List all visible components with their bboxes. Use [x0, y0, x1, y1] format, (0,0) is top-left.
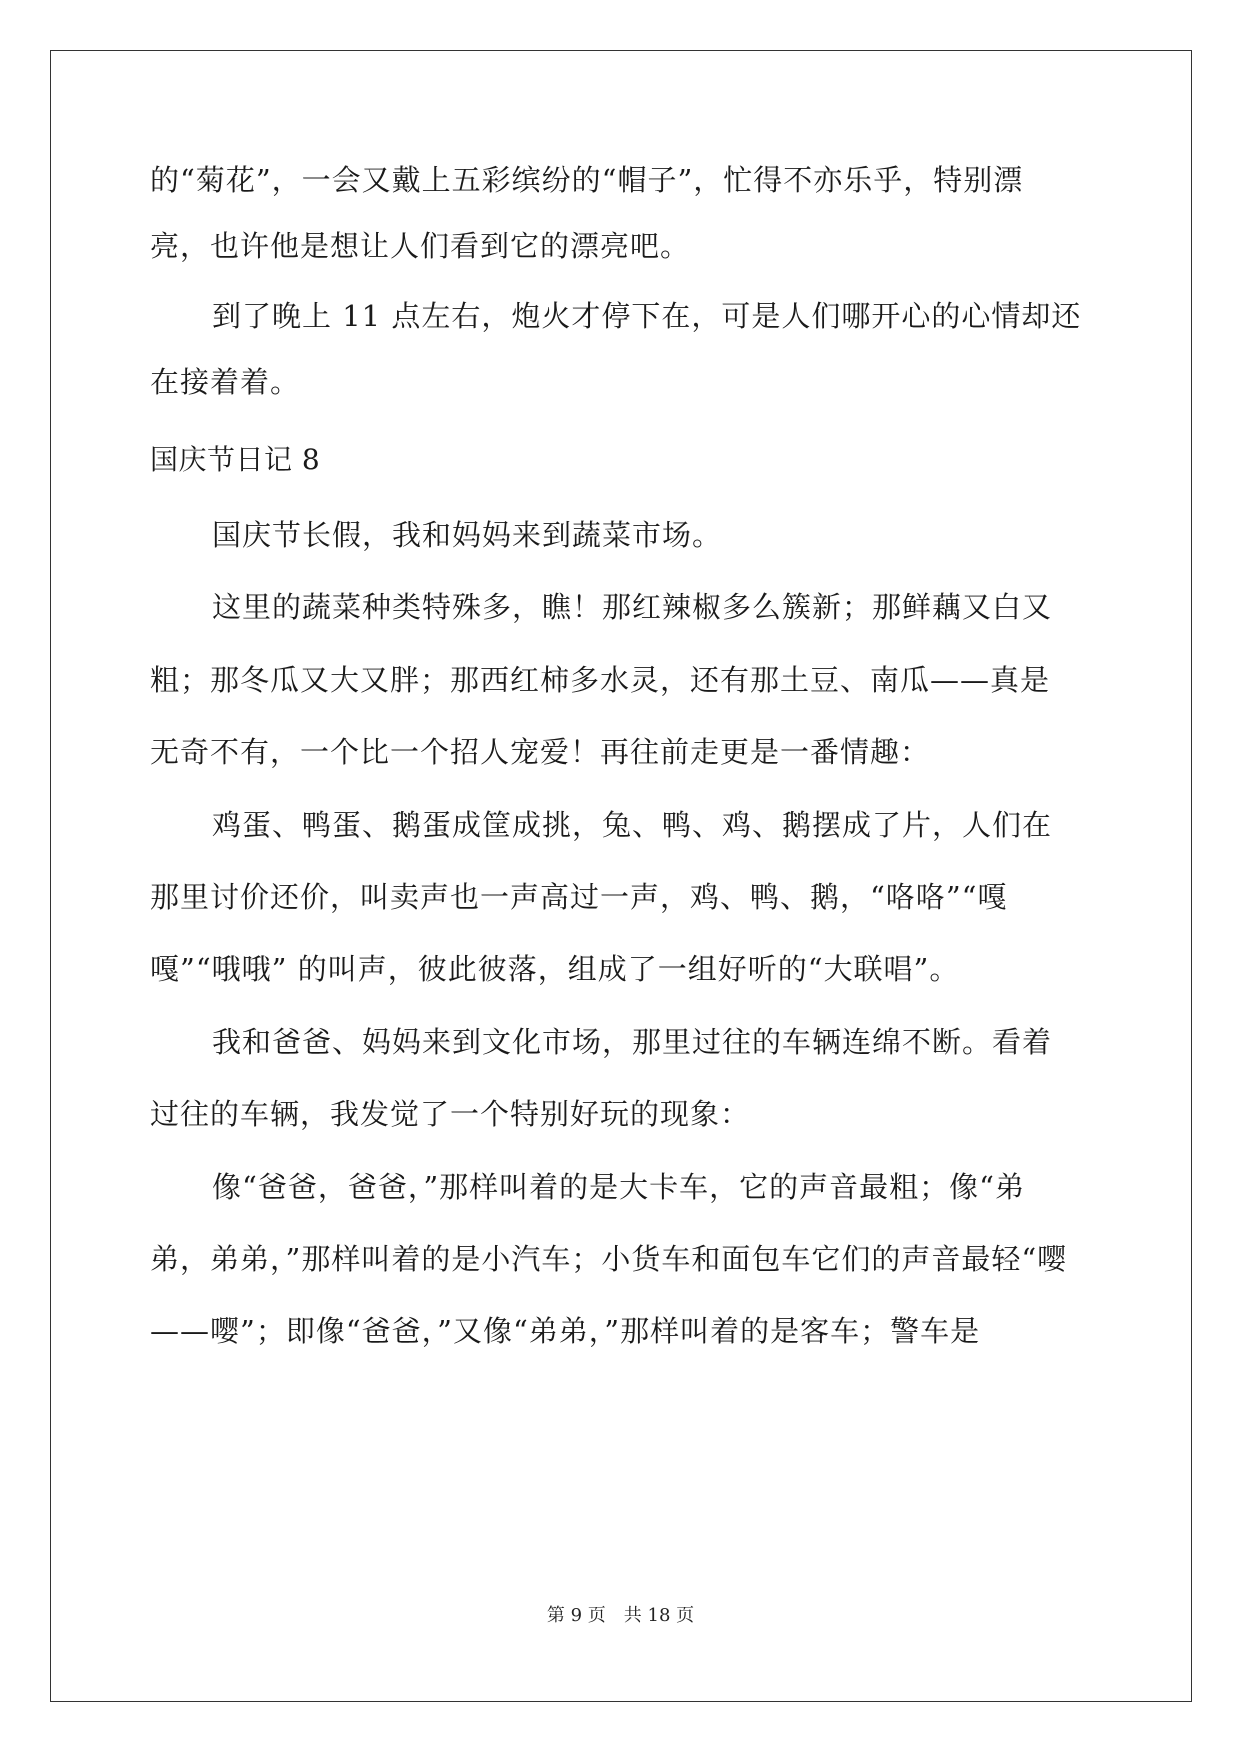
text-line: 国庆节长假，我和妈妈来到蔬菜市场。 [212, 518, 723, 552]
text-line: 弟，弟弟，”那样叫着的是小汽车；小货车和面包车它们的声音最轻“嘤 [150, 1242, 1068, 1276]
section-heading: 国庆节日记 8 [150, 443, 321, 476]
text-line: 嘎”“哦哦” 的叫声，彼此彼落，组成了一组好听的“大联唱”。 [150, 952, 960, 986]
text-line: 像“爸爸，爸爸，”那样叫着的是大卡车，它的声音最粗；像“弟 [212, 1170, 1025, 1204]
text-line: 到了晚上 11 点左右，炮火才停下在，可是人们哪开心的心情却还 [212, 299, 1082, 333]
text-line: 鸡蛋、鸭蛋、鹅蛋成筐成挑，兔、鸭、鸡、鹅摆成了片，人们在 [212, 808, 1053, 842]
text-line: 的“菊花”，一会又戴上五彩缤纷的“帽子”，忙得不亦乐乎，特别漂 [150, 163, 1024, 197]
text-line: 亮，也许他是想让人们看到它的漂亮吧。 [150, 229, 691, 263]
text-line: 粗；那冬瓜又大又胖；那西红柿多水灵，还有那土豆、南瓜——真是 [150, 663, 1051, 697]
text-line: 这里的蔬菜种类特殊多，瞧！那红辣椒多么簇新；那鲜藕又白又 [212, 590, 1053, 624]
page-number: 第 9 页 共 18 页 [546, 1605, 695, 1626]
text-line: 无奇不有，一个比一个招人宠爱！再往前走更是一番情趣： [150, 735, 931, 769]
text-line: ——嘤”；即像“爸爸，”又像“弟弟，”那样叫着的是客车；警车是 [150, 1314, 981, 1348]
text-line: 那里讨价还价，叫卖声也一声高过一声，鸡、鸭、鹅，“咯咯”“嘎 [150, 880, 1008, 914]
text-line: 在接着着。 [150, 365, 301, 399]
text-line: 过往的车辆，我发觉了一个特别好玩的现象： [150, 1097, 751, 1131]
text-line: 我和爸爸、妈妈来到文化市场，那里过往的车辆连绵不断。看着 [212, 1025, 1053, 1059]
